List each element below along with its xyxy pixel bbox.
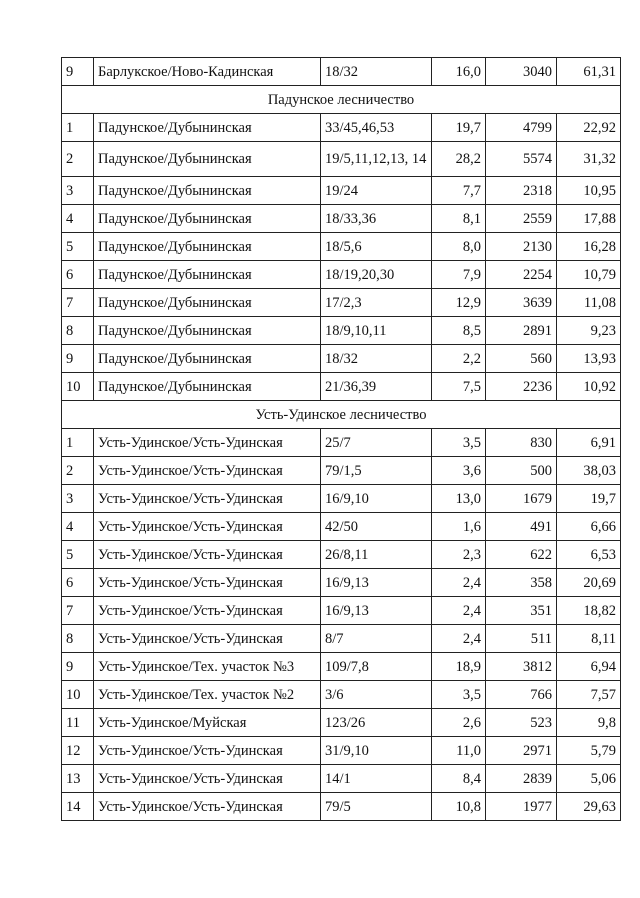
table-body bbox=[62, 58, 621, 821]
cell-value-b: 5574 bbox=[486, 142, 557, 177]
cell-value-c: 5,79 bbox=[557, 737, 621, 765]
table-row bbox=[62, 114, 621, 142]
cell-number: 9 bbox=[62, 345, 94, 373]
section-header-row bbox=[62, 401, 621, 429]
cell-blocks: 21/36,39 bbox=[321, 373, 432, 401]
cell-value-a: 1,6 bbox=[432, 513, 486, 541]
cell-blocks: 109/7,8 bbox=[321, 653, 432, 681]
cell-blocks: 19/24 bbox=[321, 177, 432, 205]
cell-number: 10 bbox=[62, 681, 94, 709]
cell-forestry-area: Усть-Удинское/Усть-Удинская bbox=[94, 569, 321, 597]
cell-value-c: 10,92 bbox=[557, 373, 621, 401]
cell-value-b: 830 bbox=[486, 429, 557, 457]
cell-value-b: 3812 bbox=[486, 653, 557, 681]
cell-value-a: 7,5 bbox=[432, 373, 486, 401]
cell-value-b: 2559 bbox=[486, 205, 557, 233]
cell-number: 9 bbox=[62, 653, 94, 681]
table-row bbox=[62, 793, 621, 821]
cell-forestry-area: Падунское/Дубынинская bbox=[94, 142, 321, 177]
cell-forestry-area: Барлукское/Ново-Кадинская bbox=[94, 58, 321, 86]
cell-value-c: 61,31 bbox=[557, 58, 621, 86]
cell-forestry-area: Усть-Удинское/Усть-Удинская bbox=[94, 793, 321, 821]
cell-number: 3 bbox=[62, 485, 94, 513]
cell-forestry-area: Усть-Удинское/Тех. участок №2 bbox=[94, 681, 321, 709]
cell-forestry-area: Усть-Удинское/Усть-Удинская bbox=[94, 513, 321, 541]
table-row bbox=[62, 429, 621, 457]
cell-value-b: 2318 bbox=[486, 177, 557, 205]
cell-forestry-area: Усть-Удинское/Усть-Удинская bbox=[94, 625, 321, 653]
cell-value-b: 491 bbox=[486, 513, 557, 541]
cell-value-b: 560 bbox=[486, 345, 557, 373]
cell-value-b: 766 bbox=[486, 681, 557, 709]
cell-number: 1 bbox=[62, 114, 94, 142]
cell-blocks: 18/19,20,30 bbox=[321, 261, 432, 289]
cell-blocks: 79/1,5 bbox=[321, 457, 432, 485]
cell-value-a: 11,0 bbox=[432, 737, 486, 765]
table-row bbox=[62, 597, 621, 625]
cell-number: 6 bbox=[62, 261, 94, 289]
cell-forestry-area: Падунское/Дубынинская bbox=[94, 373, 321, 401]
cell-blocks: 18/9,10,11 bbox=[321, 317, 432, 345]
cell-value-a: 18,9 bbox=[432, 653, 486, 681]
cell-value-b: 622 bbox=[486, 541, 557, 569]
cell-value-a: 8,1 bbox=[432, 205, 486, 233]
table-row bbox=[62, 625, 621, 653]
forestry-table bbox=[61, 57, 621, 821]
section-title: Падунское лесничество bbox=[62, 86, 621, 114]
cell-value-c: 38,03 bbox=[557, 457, 621, 485]
cell-value-c: 9,8 bbox=[557, 709, 621, 737]
cell-value-a: 10,8 bbox=[432, 793, 486, 821]
cell-number: 6 bbox=[62, 569, 94, 597]
cell-value-a: 2,2 bbox=[432, 345, 486, 373]
cell-value-b: 523 bbox=[486, 709, 557, 737]
cell-blocks: 26/8,11 bbox=[321, 541, 432, 569]
cell-value-b: 4799 bbox=[486, 114, 557, 142]
cell-blocks: 14/1 bbox=[321, 765, 432, 793]
cell-value-c: 16,28 bbox=[557, 233, 621, 261]
cell-value-c: 20,69 bbox=[557, 569, 621, 597]
cell-value-b: 2891 bbox=[486, 317, 557, 345]
cell-blocks: 18/33,36 bbox=[321, 205, 432, 233]
cell-value-c: 5,06 bbox=[557, 765, 621, 793]
cell-value-b: 1679 bbox=[486, 485, 557, 513]
cell-forestry-area: Падунское/Дубынинская bbox=[94, 261, 321, 289]
cell-value-c: 18,82 bbox=[557, 597, 621, 625]
cell-value-c: 11,08 bbox=[557, 289, 621, 317]
cell-value-c: 22,92 bbox=[557, 114, 621, 142]
cell-forestry-area: Падунское/Дубынинская bbox=[94, 289, 321, 317]
table-row bbox=[62, 142, 621, 177]
cell-value-c: 6,91 bbox=[557, 429, 621, 457]
cell-value-b: 2971 bbox=[486, 737, 557, 765]
cell-value-b: 511 bbox=[486, 625, 557, 653]
cell-number: 13 bbox=[62, 765, 94, 793]
cell-value-b: 2130 bbox=[486, 233, 557, 261]
cell-number: 5 bbox=[62, 233, 94, 261]
cell-forestry-area: Усть-Удинское/Тех. участок №3 bbox=[94, 653, 321, 681]
cell-blocks: 31/9,10 bbox=[321, 737, 432, 765]
table-row bbox=[62, 681, 621, 709]
cell-value-b: 1977 bbox=[486, 793, 557, 821]
cell-forestry-area: Усть-Удинское/Усть-Удинская bbox=[94, 541, 321, 569]
cell-forestry-area: Падунское/Дубынинская bbox=[94, 114, 321, 142]
cell-forestry-area: Усть-Удинское/Муйская bbox=[94, 709, 321, 737]
cell-value-a: 19,7 bbox=[432, 114, 486, 142]
cell-number: 2 bbox=[62, 142, 94, 177]
cell-blocks: 3/6 bbox=[321, 681, 432, 709]
cell-forestry-area: Усть-Удинское/Усть-Удинская bbox=[94, 457, 321, 485]
cell-value-b: 351 bbox=[486, 597, 557, 625]
cell-value-a: 8,5 bbox=[432, 317, 486, 345]
cell-number: 9 bbox=[62, 58, 94, 86]
cell-value-b: 3040 bbox=[486, 58, 557, 86]
cell-forestry-area: Падунское/Дубынинская bbox=[94, 317, 321, 345]
cell-value-b: 3639 bbox=[486, 289, 557, 317]
cell-blocks: 17/2,3 bbox=[321, 289, 432, 317]
table-row bbox=[62, 317, 621, 345]
cell-forestry-area: Усть-Удинское/Усть-Удинская bbox=[94, 597, 321, 625]
cell-value-a: 28,2 bbox=[432, 142, 486, 177]
table-row bbox=[62, 373, 621, 401]
cell-value-a: 3,6 bbox=[432, 457, 486, 485]
table-row bbox=[62, 653, 621, 681]
cell-blocks: 18/5,6 bbox=[321, 233, 432, 261]
cell-value-c: 17,88 bbox=[557, 205, 621, 233]
cell-value-c: 8,11 bbox=[557, 625, 621, 653]
table-row bbox=[62, 541, 621, 569]
cell-value-a: 2,4 bbox=[432, 625, 486, 653]
cell-number: 5 bbox=[62, 541, 94, 569]
cell-value-a: 7,7 bbox=[432, 177, 486, 205]
cell-number: 3 bbox=[62, 177, 94, 205]
cell-value-a: 2,3 bbox=[432, 541, 486, 569]
cell-blocks: 8/7 bbox=[321, 625, 432, 653]
cell-forestry-area: Падунское/Дубынинская bbox=[94, 177, 321, 205]
table-row bbox=[62, 261, 621, 289]
section-title: Усть-Удинское лесничество bbox=[62, 401, 621, 429]
cell-value-a: 8,0 bbox=[432, 233, 486, 261]
cell-forestry-area: Усть-Удинское/Усть-Удинская bbox=[94, 765, 321, 793]
table-row bbox=[62, 289, 621, 317]
cell-forestry-area: Падунское/Дубынинская bbox=[94, 233, 321, 261]
cell-number: 4 bbox=[62, 513, 94, 541]
cell-blocks: 79/5 bbox=[321, 793, 432, 821]
cell-forestry-area: Падунское/Дубынинская bbox=[94, 345, 321, 373]
cell-value-a: 7,9 bbox=[432, 261, 486, 289]
cell-number: 12 bbox=[62, 737, 94, 765]
cell-forestry-area: Усть-Удинское/Усть-Удинская bbox=[94, 429, 321, 457]
table-row bbox=[62, 345, 621, 373]
cell-value-a: 12,9 bbox=[432, 289, 486, 317]
cell-blocks: 123/26 bbox=[321, 709, 432, 737]
cell-blocks: 18/32 bbox=[321, 345, 432, 373]
cell-value-a: 16,0 bbox=[432, 58, 486, 86]
cell-value-a: 2,4 bbox=[432, 597, 486, 625]
cell-number: 2 bbox=[62, 457, 94, 485]
cell-blocks: 19/5,11,12,13, 14 bbox=[321, 142, 432, 177]
cell-value-b: 2839 bbox=[486, 765, 557, 793]
table-row bbox=[62, 737, 621, 765]
table-row bbox=[62, 58, 621, 86]
cell-value-a: 3,5 bbox=[432, 681, 486, 709]
cell-number: 4 bbox=[62, 205, 94, 233]
table-row bbox=[62, 513, 621, 541]
cell-value-c: 31,32 bbox=[557, 142, 621, 177]
table-row bbox=[62, 233, 621, 261]
cell-value-a: 8,4 bbox=[432, 765, 486, 793]
cell-forestry-area: Усть-Удинское/Усть-Удинская bbox=[94, 485, 321, 513]
table-row bbox=[62, 569, 621, 597]
cell-value-b: 2236 bbox=[486, 373, 557, 401]
cell-value-a: 2,6 bbox=[432, 709, 486, 737]
cell-value-b: 358 bbox=[486, 569, 557, 597]
table-row bbox=[62, 457, 621, 485]
table-row bbox=[62, 765, 621, 793]
cell-value-c: 7,57 bbox=[557, 681, 621, 709]
cell-number: 11 bbox=[62, 709, 94, 737]
cell-number: 10 bbox=[62, 373, 94, 401]
cell-number: 8 bbox=[62, 625, 94, 653]
cell-value-c: 6,94 bbox=[557, 653, 621, 681]
section-header-row bbox=[62, 86, 621, 114]
cell-value-a: 13,0 bbox=[432, 485, 486, 513]
cell-value-c: 10,95 bbox=[557, 177, 621, 205]
cell-number: 7 bbox=[62, 597, 94, 625]
cell-number: 1 bbox=[62, 429, 94, 457]
cell-forestry-area: Усть-Удинское/Усть-Удинская bbox=[94, 737, 321, 765]
cell-value-c: 6,66 bbox=[557, 513, 621, 541]
table-row bbox=[62, 485, 621, 513]
cell-value-b: 2254 bbox=[486, 261, 557, 289]
cell-value-c: 10,79 bbox=[557, 261, 621, 289]
cell-value-a: 2,4 bbox=[432, 569, 486, 597]
cell-blocks: 25/7 bbox=[321, 429, 432, 457]
cell-blocks: 16/9,13 bbox=[321, 569, 432, 597]
cell-forestry-area: Падунское/Дубынинская bbox=[94, 205, 321, 233]
cell-value-c: 19,7 bbox=[557, 485, 621, 513]
cell-blocks: 33/45,46,53 bbox=[321, 114, 432, 142]
cell-blocks: 18/32 bbox=[321, 58, 432, 86]
cell-value-c: 29,63 bbox=[557, 793, 621, 821]
cell-value-c: 6,53 bbox=[557, 541, 621, 569]
cell-blocks: 42/50 bbox=[321, 513, 432, 541]
cell-blocks: 16/9,10 bbox=[321, 485, 432, 513]
cell-number: 7 bbox=[62, 289, 94, 317]
cell-blocks: 16/9,13 bbox=[321, 597, 432, 625]
cell-value-b: 500 bbox=[486, 457, 557, 485]
cell-number: 8 bbox=[62, 317, 94, 345]
table-row bbox=[62, 709, 621, 737]
cell-value-a: 3,5 bbox=[432, 429, 486, 457]
table-row bbox=[62, 177, 621, 205]
cell-value-c: 9,23 bbox=[557, 317, 621, 345]
table-row bbox=[62, 205, 621, 233]
cell-value-c: 13,93 bbox=[557, 345, 621, 373]
cell-number: 14 bbox=[62, 793, 94, 821]
